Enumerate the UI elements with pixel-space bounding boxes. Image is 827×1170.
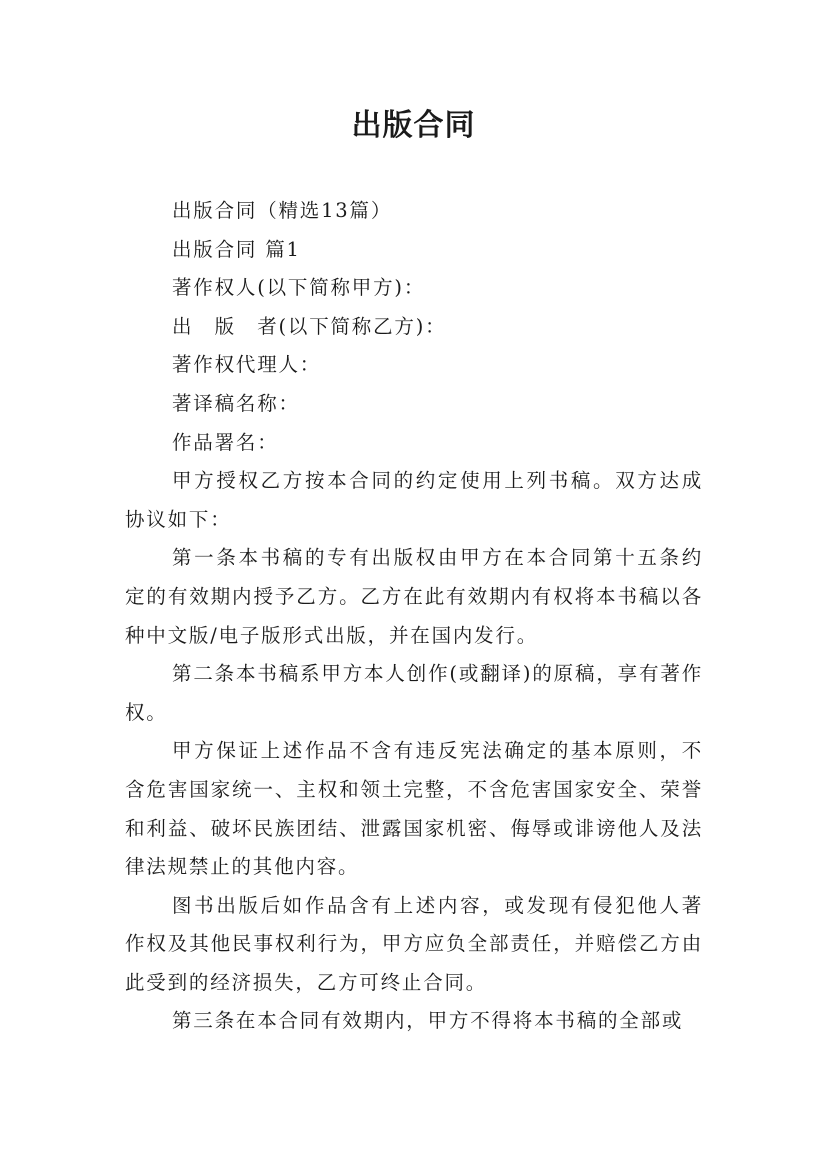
document-body	[125, 192, 703, 1041]
doc-heading-line: 出版合同（精选13篇）	[172, 199, 393, 222]
paragraph-agreement-intro: 甲方授权乙方按本合同的约定使用上列书稿。双方达成协议如下：	[125, 469, 703, 531]
doc-section-label: 出版合同 篇1	[172, 237, 301, 261]
field-copyright-holder: 著作权人(以下简称甲方)：	[172, 276, 426, 300]
paragraph-article-3: 第三条在本合同有效期内，甲方不得将本书稿的全部或	[172, 1009, 684, 1033]
field-publisher: 出 版 者(以下简称乙方)：	[172, 314, 447, 338]
field-author-signature: 作品署名：	[172, 430, 279, 454]
paragraph-article-1: 第一条本书稿的专有出版权由甲方在本合同第十五条约定的有效期内授予乙方。乙方在此有效期内有权将本书稿以各种中文版/电子版形式出版，并在国内发行。	[125, 546, 703, 647]
paragraph-article-2: 第二条本书稿系甲方本人创作(或翻译)的原稿，享有著作权。	[125, 662, 703, 724]
field-copyright-agent: 著作权代理人：	[172, 353, 322, 377]
document-title: 出版合同	[351, 108, 476, 143]
paragraph-liability: 图书出版后如作品含有上述内容，或发现有侵犯他人著作权及其他民事权利行为，甲方应负全部责任，并赔偿乙方由此受到的经济损失，乙方可终止合同。	[125, 893, 703, 994]
field-manuscript-name: 著译稿名称：	[172, 391, 300, 415]
paragraph-warranty: 甲方保证上述作品不含有违反宪法确定的基本原则，不含危害国家统一、主权和领土完整，不含危害国家安全、荣誉和利益、破坏民族团结、泄露国家机密、侮辱或诽谤他人及法律法规禁止的其他内容。	[125, 739, 703, 879]
